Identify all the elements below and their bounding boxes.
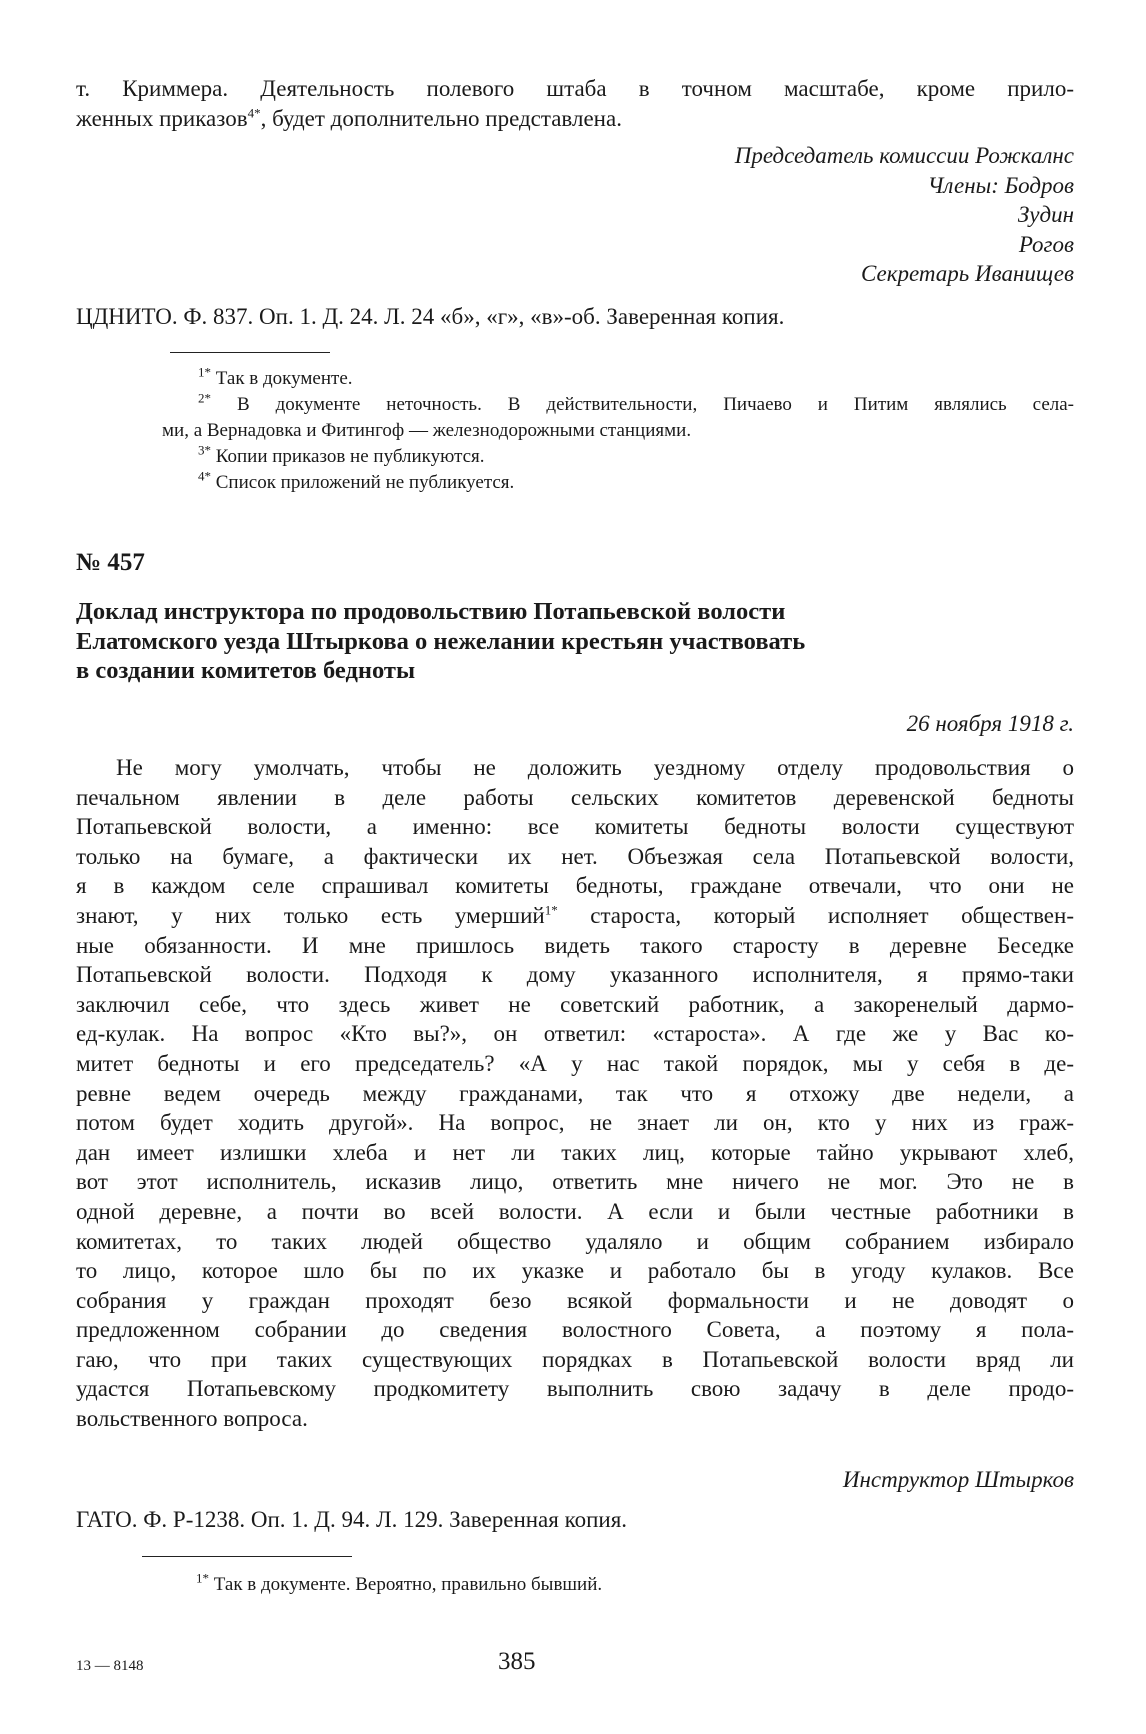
body-line: ревне ведем очередь между гражданами, так что я отхожу две недели, а bbox=[76, 1080, 1074, 1106]
footnote-text: Так в документе. Вероятно, правильно бывший. bbox=[213, 1574, 603, 1595]
body-line: печальном явлении в деле работы сельских комитетов деревенской бедноты bbox=[76, 784, 1074, 810]
signature-line: Председатель комиссии Рожкалнс bbox=[734, 143, 1074, 168]
document-body bbox=[76, 753, 1074, 1434]
footnote bbox=[162, 444, 1074, 470]
signature-line: Секретарь Иванищев bbox=[861, 261, 1074, 287]
archive-text: ГАТО. Ф. Р-1238. Оп. 1. Д. 94. Л. 129. Заверенная копия. bbox=[76, 1507, 628, 1532]
text-line bbox=[76, 104, 1074, 134]
footnote bbox=[162, 392, 1074, 418]
signature-line: Рогов bbox=[1018, 231, 1074, 257]
body-line: собрания у граждан проходят безо всякой формальности и не доводят о bbox=[76, 1287, 1074, 1313]
body-line: предложенном собрании до сведения волостного Совета, а поэтому я пола- bbox=[76, 1317, 1074, 1343]
footnote-mark: 1* bbox=[196, 1570, 209, 1586]
body-line: только на бумаге, а фактически их нет. Объезжая села Потапьевской волости, bbox=[76, 843, 1074, 869]
title-line: в создании комитетов бедноты bbox=[76, 657, 416, 685]
footnote-text: Копии приказов не публикуются. bbox=[215, 446, 485, 467]
footnote bbox=[162, 470, 1074, 496]
body-line: то лицо, которое шло бы по их указке и работало бы в угоду кулаков. Все bbox=[76, 1258, 1074, 1284]
footnote-mark: 4* bbox=[198, 468, 211, 484]
continuation-text bbox=[76, 74, 1074, 133]
body-line: я в каждом селе спрашивал комитеты бедноты, граждане отвечали, что они не bbox=[76, 873, 1074, 899]
footnote-ref: 1* bbox=[544, 902, 558, 918]
doc-number-text: № 457 bbox=[76, 549, 145, 576]
text-fragment: , будет дополнительно представлена. bbox=[260, 105, 622, 131]
body-line: комитетах, то таких людей общество удаляло и общим собранием избирало bbox=[76, 1228, 1074, 1254]
footnote-continuation: ми, а Вернадовка и Фитингоф — железнодорожными станциями. bbox=[162, 420, 692, 441]
footnote-text: В документе неточность. В действительности, Пичаево и Питим являлись села- bbox=[236, 394, 1075, 415]
text-fragment: женных приказов bbox=[76, 105, 248, 131]
body-line: потом будет ходить другой». На вопрос, не знает ли он, кто у них из граж- bbox=[76, 1110, 1074, 1136]
signature-line: Члены: Бодров bbox=[927, 172, 1074, 198]
archive-reference-top bbox=[76, 302, 1074, 332]
footnote-mark: 2* bbox=[198, 390, 211, 406]
printer-signature-mark: 13 — 8148 bbox=[76, 1658, 144, 1674]
body-line: гаю, что при таких существующих порядках в Потапьевской волости вряд ли bbox=[76, 1346, 1074, 1372]
body-line: дан имеет излишки хлеба и нет ли таких лиц, которые тайно укрывают хлеб, bbox=[76, 1139, 1074, 1165]
footnote-mark: 1* bbox=[198, 364, 211, 380]
signature-line: Инструктор Штырков bbox=[842, 1467, 1074, 1492]
signatures-top bbox=[76, 141, 1074, 289]
archive-text: ЦДНИТО. Ф. 837. Оп. 1. Д. 24. Л. 24 «б», «г», «в»-об. Заверенная копия. bbox=[76, 304, 785, 329]
body-line: Потапьевской волости. Подходя к дому указанного исполнителя, я прямо-таки bbox=[76, 962, 1074, 988]
page-number: 385 bbox=[498, 1648, 536, 1675]
signature-line: Зудин bbox=[1017, 202, 1074, 228]
body-line: одной деревне, а почти во всей волости. А если и были честные работники в bbox=[76, 1198, 1074, 1224]
body-line: ед-кулак. На вопрос «Кто вы?», он ответил: «староста». А где же у Вас ко- bbox=[76, 1021, 1074, 1047]
document-number bbox=[76, 548, 1074, 578]
footnote-mark: 3* bbox=[198, 442, 211, 458]
body-line: Потапьевской волости, а именно: все комитеты бедноты волости существуют bbox=[76, 814, 1074, 840]
footnote-bottom bbox=[196, 1572, 1066, 1598]
body-line: митет бедноты и его председатель? «А у нас такой порядок, мы у себя в де- bbox=[76, 1050, 1074, 1076]
date-text: 26 ноября 1918 г. bbox=[906, 711, 1074, 736]
title-line: Елатомского уезда Штыркова о нежелании крестьян участвовать bbox=[76, 627, 806, 655]
body-line: вольственного вопроса. bbox=[76, 1406, 308, 1432]
title-line: Доклад инструктора по продовольствию Потапьевской волости bbox=[76, 598, 786, 625]
body-line: заключил себе, что здесь живет не советский работник, а закоренелый дармо- bbox=[76, 991, 1074, 1017]
footnote-divider bbox=[142, 1556, 352, 1557]
document-title bbox=[76, 597, 1074, 686]
archive-reference-bottom bbox=[76, 1505, 1074, 1535]
signature-bottom bbox=[76, 1465, 1074, 1495]
body-line: ные обязанности. И мне пришлось видеть такого старосту в деревне Беседке bbox=[76, 932, 1074, 958]
body-line: удастся Потапьевскому продкомитету выполнить свою задачу в деле продо- bbox=[76, 1376, 1074, 1402]
document-date bbox=[76, 709, 1074, 739]
footnote-text: Список приложений не публикуется. bbox=[215, 472, 515, 493]
body-line: знают, у них только есть умерший$^{1*}$ староста, который исполняет обществен- bbox=[76, 902, 1074, 928]
footnote-ref: 4* bbox=[247, 104, 261, 120]
footnote-text: Так в документе. bbox=[215, 368, 353, 389]
footnote-divider bbox=[170, 352, 330, 353]
footnote bbox=[162, 366, 1074, 392]
body-line: вот этот исполнитель, исказив лицо, ответить мне ничего не мог. Это не в bbox=[76, 1169, 1074, 1195]
text-line: т. Криммера. Деятельность полевого штаба в точном масштабе, кроме прило- bbox=[76, 76, 1074, 101]
body-line: Не могу умолчать, чтобы не доложить уездному отделу продовольствия о bbox=[116, 755, 1074, 780]
footnotes-top bbox=[162, 366, 1074, 496]
